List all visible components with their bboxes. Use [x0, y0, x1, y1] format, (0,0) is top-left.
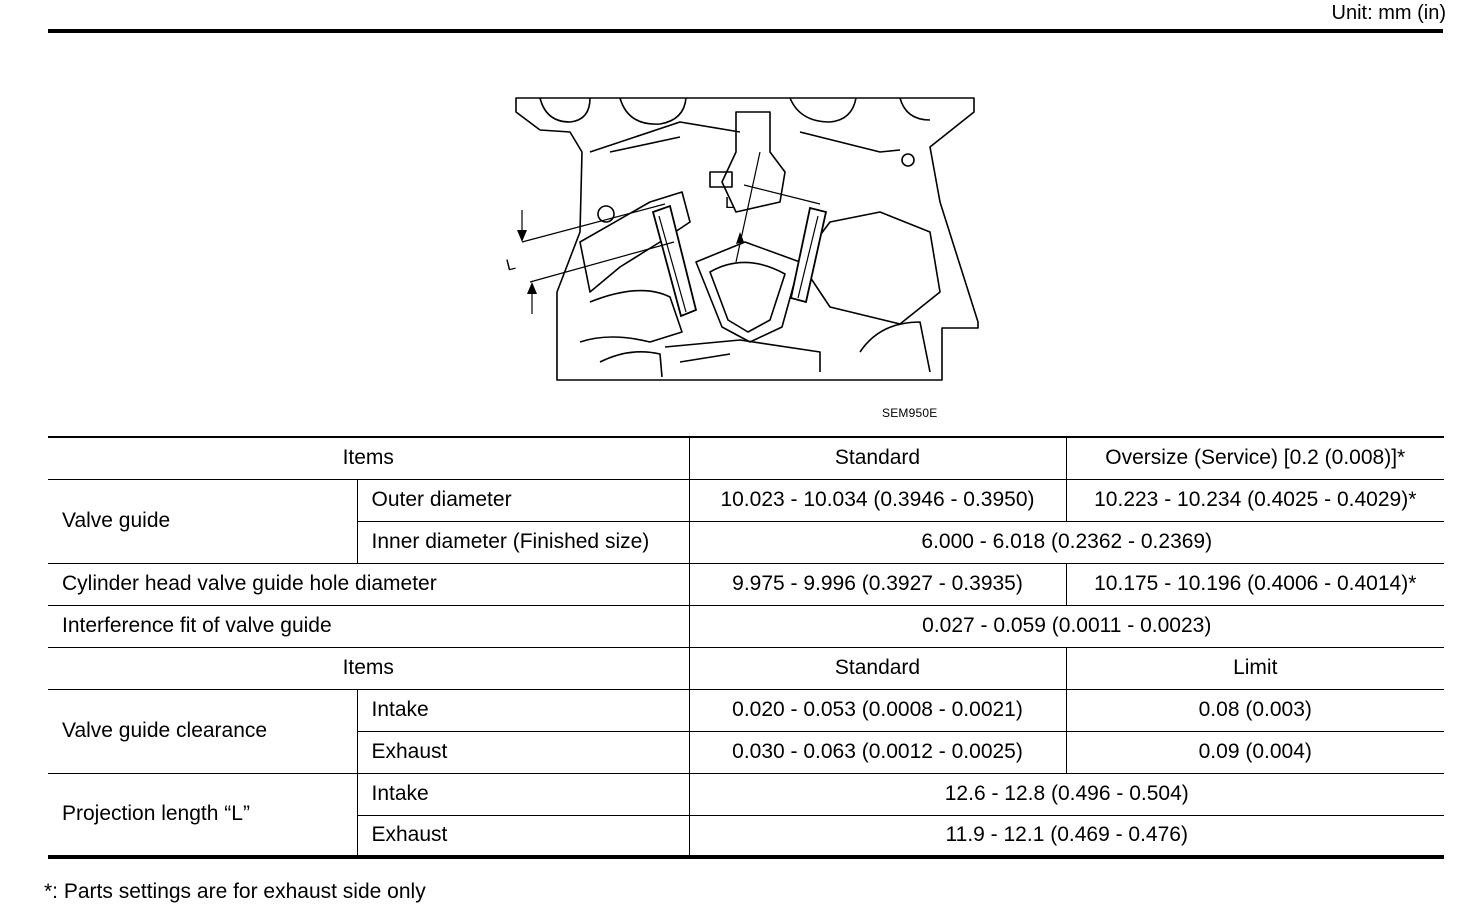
inner-diameter-label: Inner diameter (Finished size)	[357, 521, 689, 563]
table-header-row	[48, 647, 1444, 689]
interference-fit-value: 0.027 - 0.059 (0.0011 - 0.0023)	[689, 605, 1444, 647]
outer-diameter-standard: 10.023 - 10.034 (0.3946 - 0.3950)	[689, 479, 1066, 521]
header-items: Items	[48, 437, 689, 479]
table-row	[48, 563, 1444, 605]
clearance-intake-label: Intake	[357, 689, 689, 731]
projection-exhaust-value: 11.9 - 12.1 (0.469 - 0.476)	[689, 815, 1444, 857]
projection-intake-value: 12.6 - 12.8 (0.496 - 0.504)	[689, 773, 1444, 815]
outer-diameter-oversize: 10.223 - 10.234 (0.4025 - 0.4029)*	[1066, 479, 1444, 521]
figure-code: SEM950E	[882, 406, 938, 420]
header-items-2: Items	[48, 647, 689, 689]
clearance-intake-standard: 0.020 - 0.053 (0.0008 - 0.0021)	[689, 689, 1066, 731]
header-standard-2: Standard	[689, 647, 1066, 689]
interference-fit-label: Interference fit of valve guide	[48, 605, 689, 647]
table-header-row	[48, 437, 1444, 479]
clearance-intake-limit: 0.08 (0.003)	[1066, 689, 1444, 731]
top-rule	[48, 29, 1443, 33]
clearance-label: Valve guide clearance	[48, 689, 357, 773]
footnote: *: Parts settings are for exhaust side only	[44, 880, 426, 903]
table-row	[48, 605, 1444, 647]
projection-exhaust-label: Exhaust	[357, 815, 689, 857]
specification-table	[48, 436, 1444, 859]
header-limit: Limit	[1066, 647, 1444, 689]
table-row	[48, 479, 1444, 521]
header-standard: Standard	[689, 437, 1066, 479]
unit-label: Unit: mm (in)	[1331, 2, 1446, 24]
clearance-exhaust-standard: 0.030 - 0.063 (0.0012 - 0.0025)	[689, 731, 1066, 773]
hole-diameter-oversize: 10.175 - 10.196 (0.4006 - 0.4014)*	[1066, 563, 1444, 605]
cylinder-head-diagram	[500, 92, 990, 390]
clearance-exhaust-label: Exhaust	[357, 731, 689, 773]
projection-intake-label: Intake	[357, 773, 689, 815]
valve-guide-label: Valve guide	[48, 479, 357, 563]
header-oversize: Oversize (Service) [0.2 (0.008)]*	[1066, 437, 1444, 479]
hole-diameter-standard: 9.975 - 9.996 (0.3927 - 0.3935)	[689, 563, 1066, 605]
clearance-exhaust-limit: 0.09 (0.004)	[1066, 731, 1444, 773]
table-row	[48, 689, 1444, 731]
table-row	[48, 773, 1444, 815]
dimension-label-right: L	[725, 195, 734, 212]
dimension-label-left: L	[504, 256, 518, 275]
projection-label: Projection length “L”	[48, 773, 357, 857]
inner-diameter-value: 6.000 - 6.018 (0.2362 - 0.2369)	[689, 521, 1444, 563]
outer-diameter-label: Outer diameter	[357, 479, 689, 521]
hole-diameter-label: Cylinder head valve guide hole diameter	[48, 563, 689, 605]
